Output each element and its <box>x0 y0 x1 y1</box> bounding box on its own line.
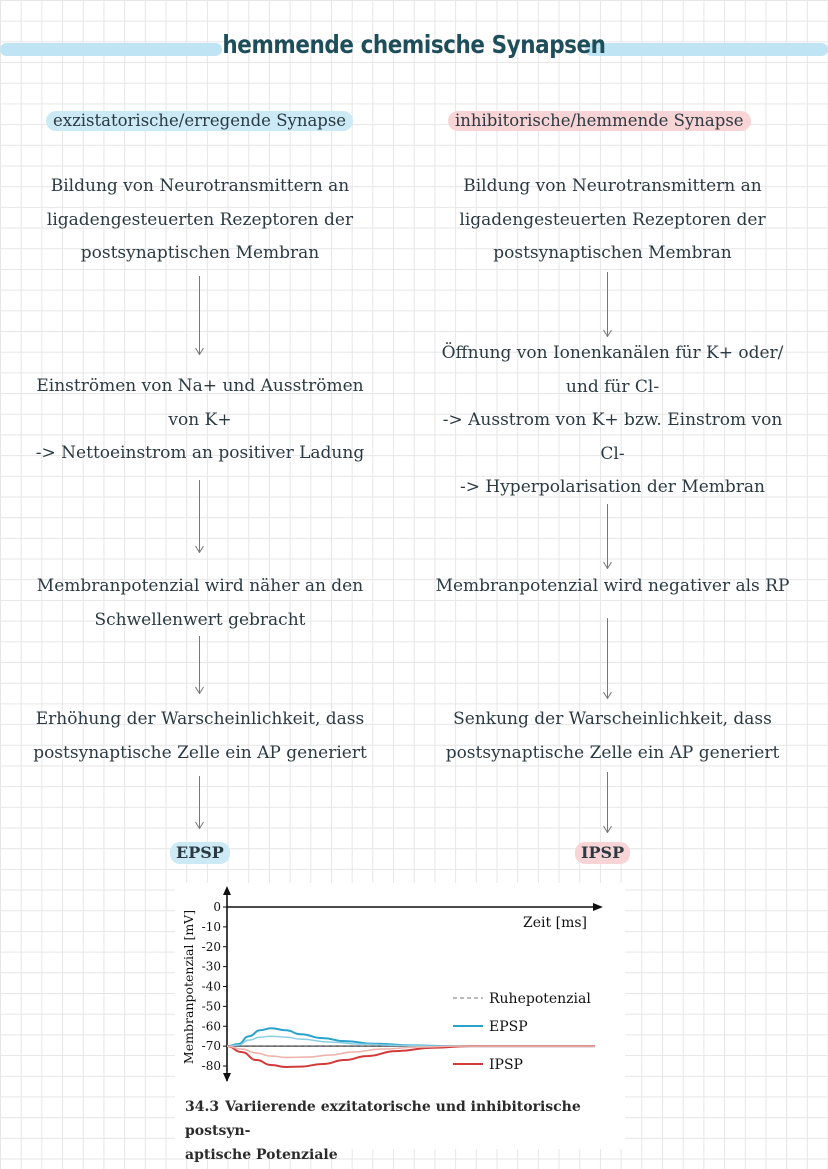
x-axis-label: Zeit [ms] <box>523 915 587 931</box>
caption-text: Variierende exzitatorische und inhibitorische postsyn- <box>185 1099 581 1139</box>
y-tick-label: -70 <box>201 1039 221 1054</box>
y-tick-label: -10 <box>201 919 221 934</box>
epsp-label: EPSP <box>170 842 230 864</box>
y-axis-arrow-up-icon <box>223 886 231 895</box>
series-ipsp-schwach <box>227 1046 595 1057</box>
right-step-2: Öffnung von Ionenkanälen für K+ oder/ und für Cl- -> Ausstrom von K+ bzw. Einstrom von Cl- -> Hyperpolarisation der Membran <box>441 343 784 497</box>
caption-number: 34.3 <box>185 1099 220 1115</box>
figure-caption <box>185 1095 615 1167</box>
arrow-down-icon <box>195 636 205 693</box>
y-tick-label: 0 <box>213 900 221 914</box>
y-tick-label: -20 <box>201 939 221 954</box>
left-step-4: Erhöhung der Warscheinlichkeit, dass postsynaptische Zelle ein AP generiert <box>33 709 367 763</box>
y-tick-label: -30 <box>201 959 221 974</box>
right-step-1: Bildung von Neurotransmittern an ligadengesteuerten Rezeptoren der postsynaptischen Membran <box>459 176 766 263</box>
arrow-down-icon <box>603 618 613 698</box>
right-step-3: Membranpotenzial wird negativer als RP <box>435 576 790 596</box>
right-step-4: Senkung der Warscheinlichkeit, dass postsynaptische Zelle ein AP generiert <box>445 709 780 763</box>
caption-text-2: aptische Potenziale <box>185 1147 338 1163</box>
y-tick-label: -40 <box>201 979 221 994</box>
legend-label: Ruhepotenzial <box>489 991 591 1007</box>
arrow-down-icon <box>195 276 205 354</box>
legend-label: EPSP <box>489 1019 528 1035</box>
ipsp-label: IPSP <box>575 842 630 864</box>
x-axis-arrow-icon <box>593 903 603 911</box>
arrow-down-icon <box>603 504 613 568</box>
page-title: hemmende chemische Synapsen <box>222 30 606 59</box>
arrow-down-icon <box>195 776 205 828</box>
psp-chart <box>175 883 625 1088</box>
legend-label: IPSP <box>489 1057 523 1073</box>
y-tick-label: -80 <box>201 1059 221 1073</box>
arrow-down-icon <box>603 772 613 832</box>
psp-figure <box>175 883 625 1163</box>
heading-excitatory: exzistatorische/erregende Synapse <box>46 111 353 131</box>
y-tick-label: -50 <box>201 999 221 1014</box>
heading-inhibitory: inhibitorische/hemmende Synapse <box>448 111 751 131</box>
y-tick-label: -60 <box>201 1019 221 1034</box>
y-axis-arrow-down-icon <box>223 1073 231 1082</box>
arrow-down-icon <box>195 480 205 552</box>
y-axis-label: Membranpotenzial [mV] <box>181 909 196 1065</box>
left-step-2: Einströmen von Na+ und Ausströmen von K+ -> Nettoeinstrom an positiver Ladung <box>35 376 365 463</box>
left-step-1: Bildung von Neurotransmittern an ligadengesteuerten Rezeptoren der postsynaptischen Membran <box>46 176 354 263</box>
left-step-3: Membranpotenzial wird näher an den Schwellenwert gebracht <box>36 576 364 630</box>
arrow-down-icon <box>603 272 613 336</box>
